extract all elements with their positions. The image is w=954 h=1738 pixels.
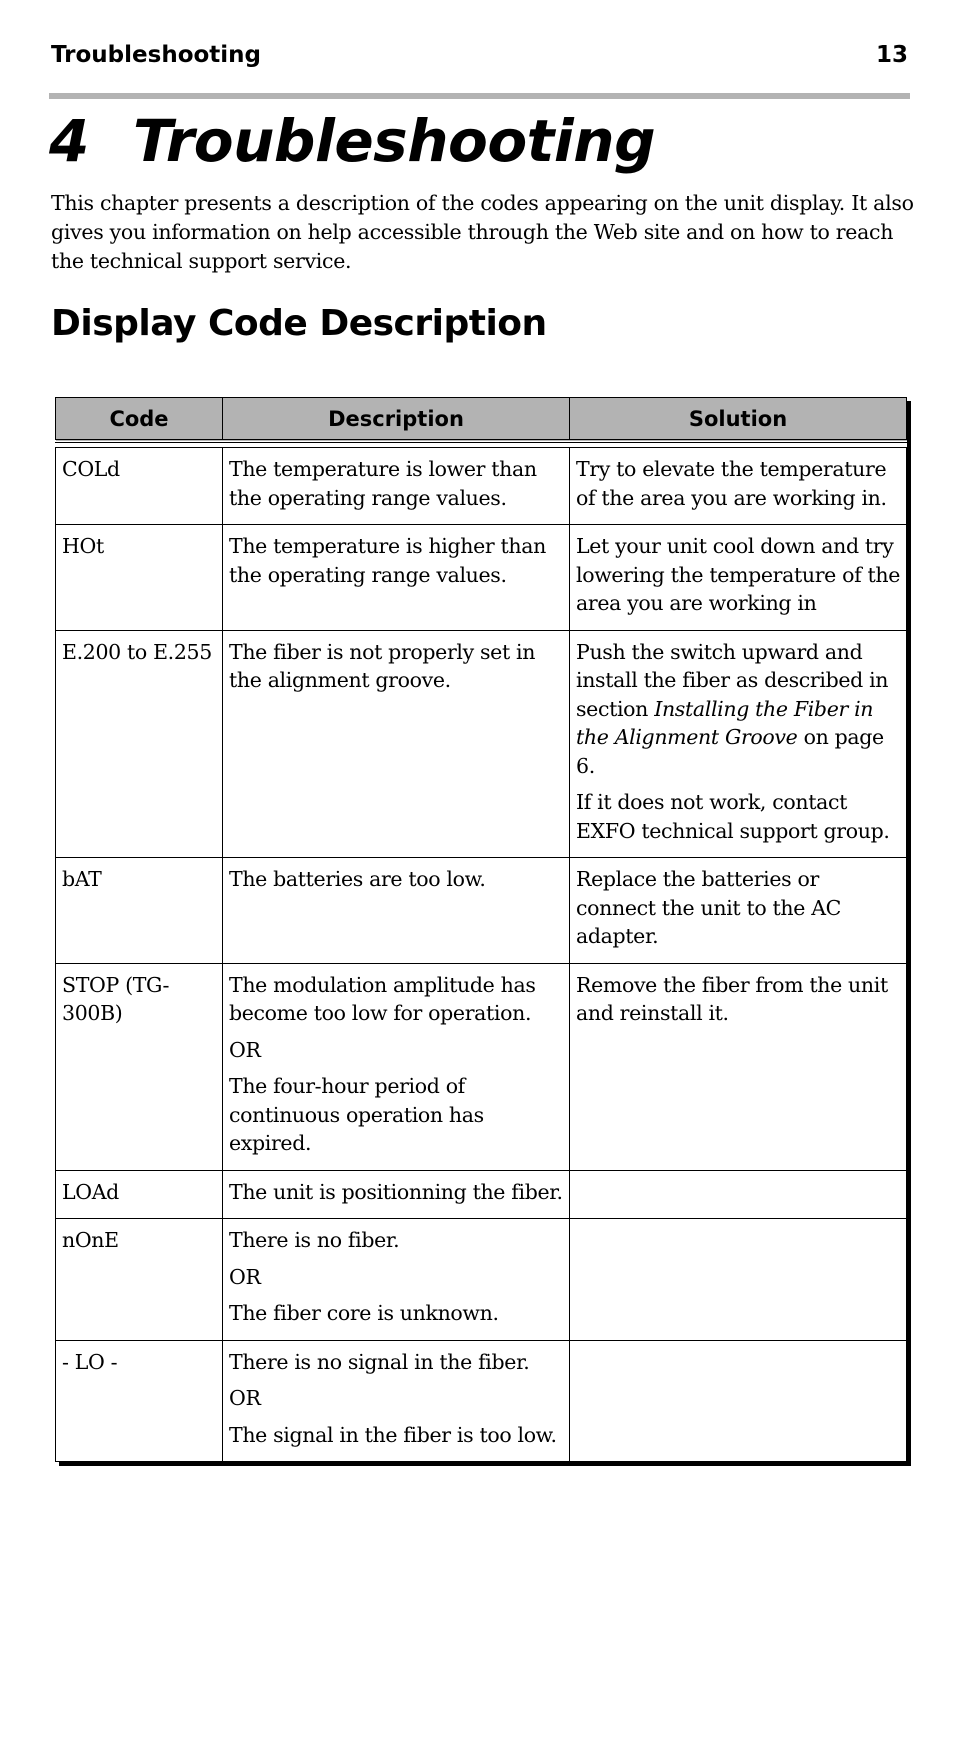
solution-cell [570,1170,907,1219]
description-text: The four-hour period of continuous operation has expired. [229,1074,484,1155]
running-header-section: Troubleshooting [51,42,262,68]
section-reference: Installing the Fiber in the Alignment Groove [576,696,874,749]
table-row [56,858,907,964]
running-header [51,42,908,68]
description-cell [223,630,570,858]
description-text: OR [229,1386,261,1410]
description-text: The unit is positionning the fiber. [229,1179,563,1204]
code-cell: LOAd [56,1170,223,1219]
description-text: OR [229,1264,261,1289]
column-header-code: Code [56,398,223,442]
solution-text: Try to elevate the temperature of the area you are working in. [576,457,887,510]
solution-cell [570,858,907,964]
description-cell [223,963,570,1170]
table-row [56,1340,907,1462]
description-cell [223,525,570,631]
description-text: The fiber core is unknown. [229,1301,499,1325]
table-row [56,448,907,525]
description-text: OR [229,1037,261,1062]
table-row [56,963,907,1170]
description-text: The signal in the fiber is too low. [229,1422,557,1447]
description-cell [223,858,570,964]
solution-text: If it does not work, contact EXFO technical support group. [576,790,890,843]
chapter-title-text: Troubleshooting [133,107,656,175]
display-code-table [55,397,907,1462]
chapter-number: 4 [49,107,89,175]
description-text: The fiber is not properly set in the alignment groove. [229,639,536,692]
solution-text: Remove the fiber from the unit and reinstall it. [576,972,888,1025]
column-header-description: Description [223,398,570,442]
page-number: 13 [875,42,908,68]
table-row [56,525,907,631]
code-cell: E.200 to E.255 [56,630,223,858]
description-text: The temperature is higher than the operating range values. [229,534,546,587]
solution-cell [570,630,907,858]
description-text: There is no fiber. [229,1228,400,1252]
code-cell: nOnE [56,1219,223,1341]
description-cell [223,1340,570,1462]
code-cell: HOt [56,525,223,631]
code-cell: COLd [56,448,223,525]
solution-cell [570,963,907,1170]
solution-cell [570,448,907,525]
solution-text-before: Push the switch upward and install the fiber as described in section [576,639,889,721]
code-cell: - LO - [56,1340,223,1462]
solution-text: Let your unit cool down and try lowering the temperature of the area you are working in [576,534,901,615]
column-header-solution: Solution [570,398,907,442]
table-row [56,1219,907,1341]
description-text: The modulation amplitude has become too low for operation. [229,972,536,1025]
header-rule [49,93,910,99]
solution-text: Replace the batteries or connect the unit to the AC adapter. [576,867,841,948]
code-cell: bAT [56,858,223,964]
description-text: There is no signal in the fiber. [229,1349,530,1374]
solution-cell [570,525,907,631]
description-cell [223,1219,570,1341]
solution-text [576,638,900,781]
solution-text-after: on page 6. [576,725,884,778]
description-cell [223,1170,570,1219]
chapter-title [49,104,655,178]
table-row [56,630,907,858]
intro-paragraph: This chapter presents a description of the codes appearing on the unit display. It also gives you information on help accessible through the Web site and on how to reach the technical support service. [51,191,914,273]
section-title: Display Code Description [51,303,547,344]
code-cell: STOP (TG-300B) [56,963,223,1170]
description-text: The batteries are too low. [229,867,486,891]
description-text: The temperature is lower than the operating range values. [229,457,537,510]
solution-cell [570,1219,907,1341]
description-cell [223,448,570,525]
solution-cell [570,1340,907,1462]
table-row [56,1170,907,1219]
table-header-row [56,398,907,442]
